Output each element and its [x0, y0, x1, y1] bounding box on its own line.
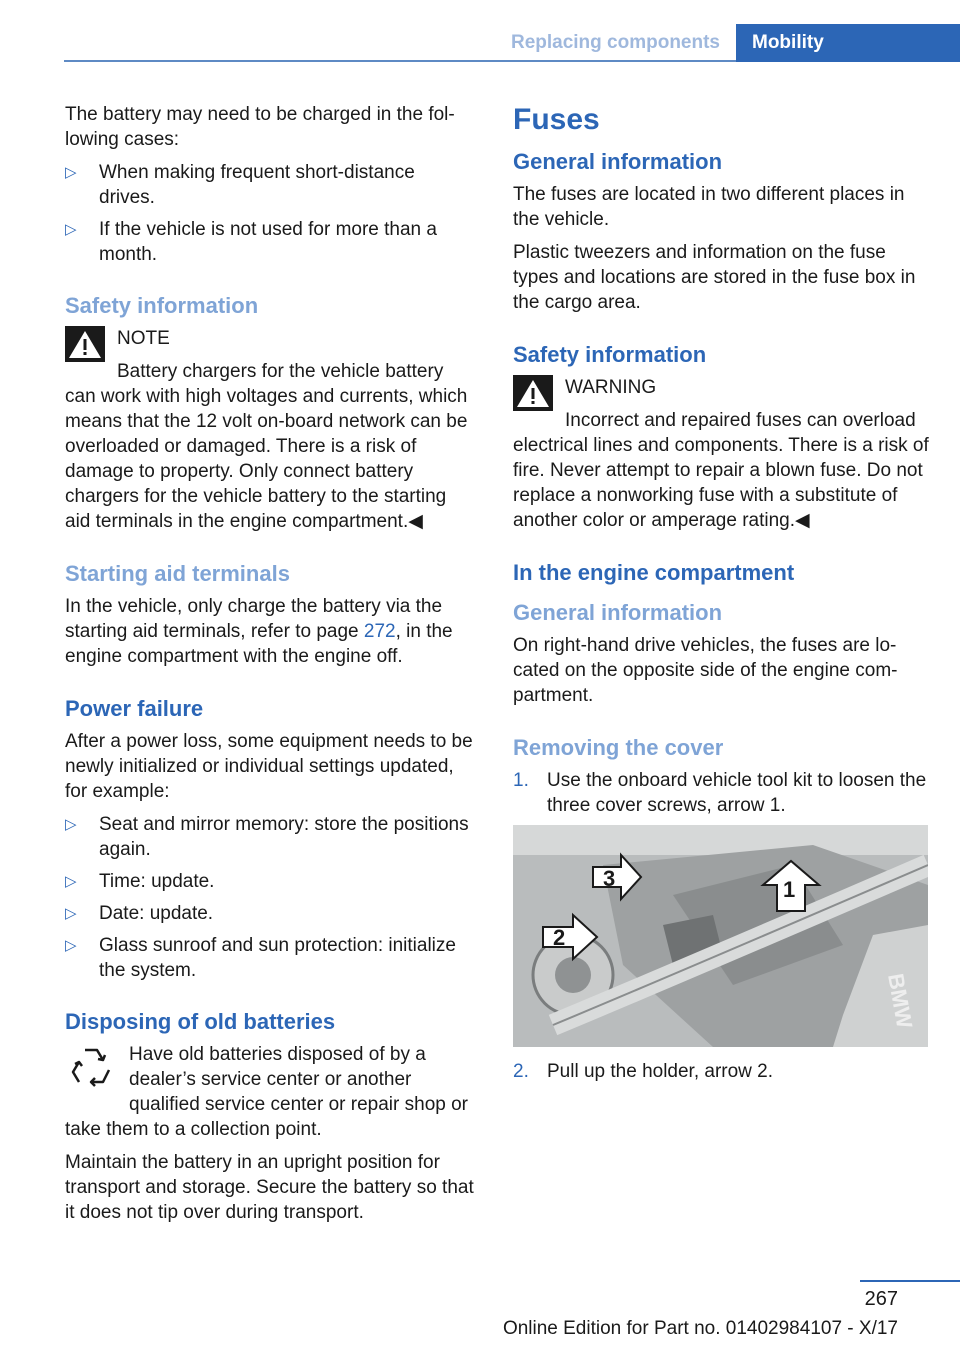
intro-list [65, 160, 475, 267]
warning-label: WARNING [565, 377, 657, 398]
list-item: ▷ When making frequent short-distance drives. [65, 160, 475, 210]
steps-list [513, 768, 931, 818]
arrow-label-3: 3 [603, 866, 616, 891]
removing-cover-heading: Removing the cover [513, 735, 724, 760]
engine-general-heading: General information [513, 600, 723, 625]
page-number: 267 [864, 1288, 898, 1310]
list-item: ▷ If the vehicle is not used for more than a month. [65, 217, 475, 267]
note-text: Battery chargers for the vehicle battery can work with high voltages and currents, which means that the 12 volt on-board network can be overloaded or damaged. There is a risk of damage to property. Only connect battery chargers for the vehicle battery to the starting aid terminals in the engine compartment.◀ [65, 361, 468, 532]
left-column [65, 102, 475, 1233]
power-failure-heading: Power failure [65, 696, 204, 721]
arrow-label-2: 2 [553, 925, 566, 950]
power-failure-list [65, 812, 475, 983]
warning-block [513, 375, 931, 533]
step-item: 1. Use the onboard vehicle tool kit to loosen the three cover screws, arrow 1. [513, 770, 927, 816]
general-info-text-2: Plastic tweezers and information on the fuse types and locations are stored in the fuse box in the cargo area. [513, 242, 916, 313]
general-info-heading: General information [513, 149, 723, 174]
recycle-icon [65, 1042, 117, 1094]
starting-aid-heading: Starting aid terminals [65, 561, 290, 586]
steps-list-continued [513, 1059, 931, 1084]
arrow-label-1: 1 [783, 877, 796, 902]
starting-aid-text: In the vehicle, only charge the battery via the starting aid terminals, refer to page 272, in the engine compartment with the engine off. [65, 596, 453, 667]
engine-general-text: On right-hand drive vehicles, the fuses are located on the opposite side of the engine compartment. [513, 635, 898, 706]
intro-text: The battery may need to be charged in the following cases: [65, 104, 455, 150]
page-link[interactable]: 272 [363, 621, 396, 642]
footer-rule [860, 1280, 960, 1282]
list-item: ▷ Date: update. [65, 901, 475, 926]
disposing-heading: Disposing of old batteries [65, 1009, 336, 1034]
dispose-text: Have old batteries disposed of by a dealer’s service center or another qualified service center or repair shop or take them to a collection point. [65, 1044, 469, 1140]
warning-triangle-icon [513, 375, 553, 411]
safety-heading: Safety information [65, 293, 259, 318]
fuses-title: Fuses [513, 103, 600, 136]
page-header [64, 24, 960, 62]
list-item: ▷ Time: update. [65, 869, 475, 894]
list-item: ▷ Glass sunroof and sun protection: initialize the system. [65, 933, 475, 983]
page-footer [0, 1282, 960, 1362]
list-item: ▷ Seat and mirror memory: store the positions again. [65, 812, 475, 862]
fuse-safety-heading: Safety information [513, 342, 707, 367]
engine-compartment-figure [513, 825, 928, 1047]
dispose-block [65, 1042, 475, 1142]
edition-text: Online Edition for Part no. 01402984107 - X/17 [502, 1318, 898, 1339]
header-chapter-tab: Mobility [736, 24, 960, 62]
header-section-title: Replacing components [510, 32, 720, 53]
engine-compartment-heading: In the engine compartment [513, 560, 795, 585]
right-column [513, 102, 931, 1091]
power-failure-text: After a power loss, some equipment needs to be newly initialized or individual settings updated, for example: [65, 731, 473, 802]
figure-brand: BMW [883, 971, 918, 1031]
note-label: NOTE [117, 328, 170, 349]
note-block [65, 326, 475, 534]
general-info-text-1: The fuses are located in two different places in the vehicle. [513, 184, 905, 230]
step-item: 2. Pull up the holder, arrow 2. [513, 1061, 774, 1082]
warning-text: Incorrect and repaired fuses can overload electrical lines and components. There is a risk of fire. Never attempt to repair a blown fuse. Do not replace a nonworking fuse with a substitute of another color or amperage rating.◀ [513, 410, 929, 531]
warning-triangle-icon [65, 326, 105, 362]
maintain-text: Maintain the battery in an upright position for transport and storage. Secure the battery so that it does not tip over during transport. [65, 1152, 474, 1223]
